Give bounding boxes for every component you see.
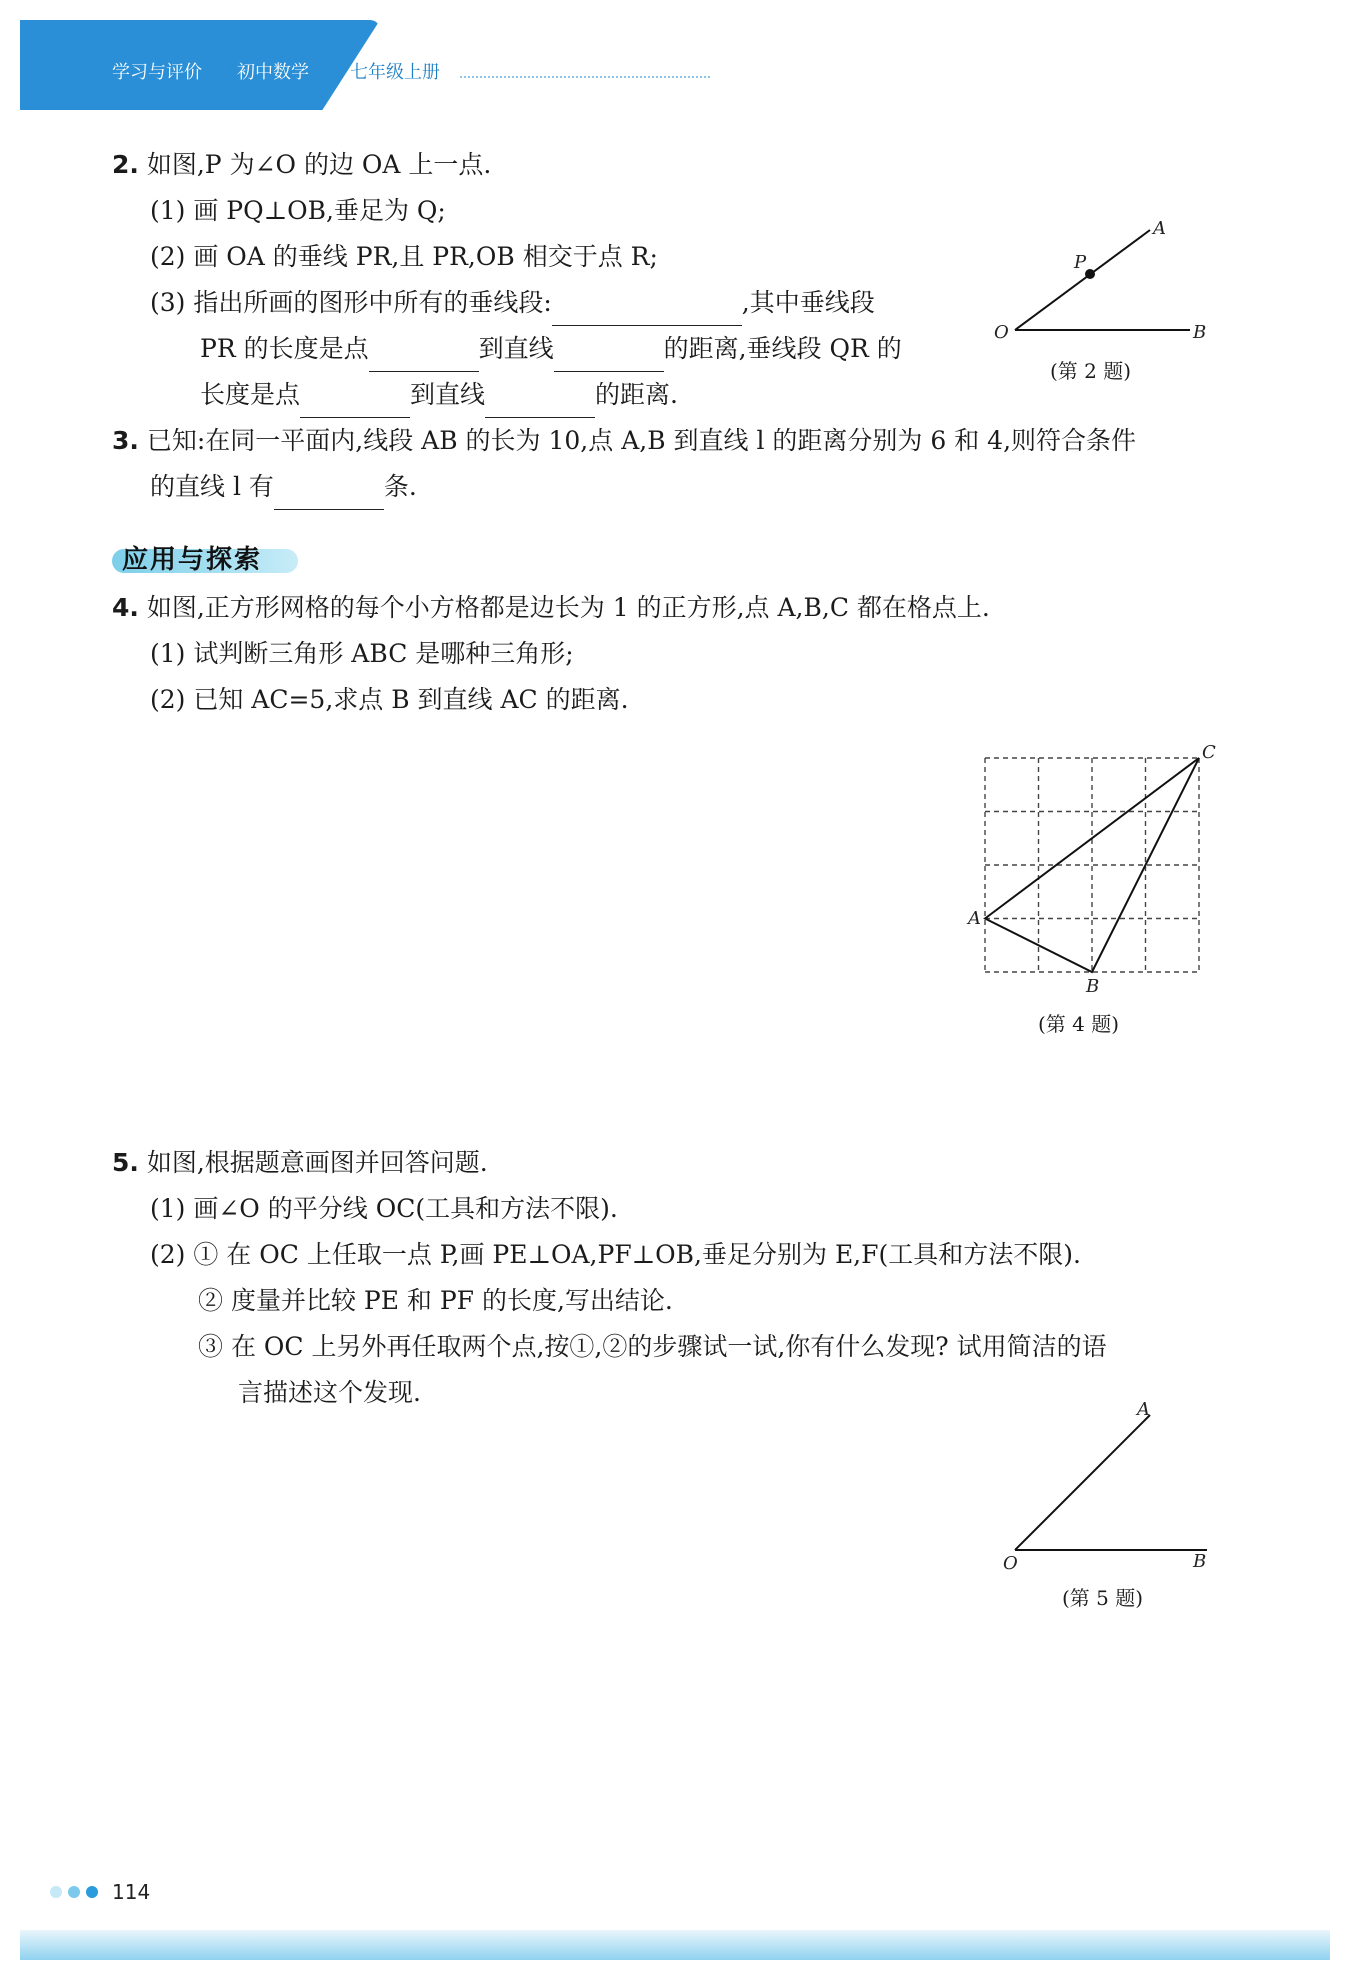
header-subject: 初中数学: [237, 62, 309, 83]
q5-part1: (1) 画∠O 的平分线 OC(工具和方法不限).: [150, 1194, 618, 1223]
q2-blank-point1[interactable]: [369, 341, 479, 372]
q4-grid: [985, 758, 1199, 972]
q2-ray-oa: [1015, 230, 1150, 330]
q5-part2-step3: ③ 在 OC 上另外再任取两个点,按①,②的步骤试一试,你有什么发现? 试用简洁的语: [198, 1332, 1107, 1361]
q2-number: 2.: [112, 150, 139, 179]
q4-label-b: B: [1086, 976, 1100, 997]
q2-stem: 如图,P 为∠O 的边 OA 上一点.: [146, 150, 492, 179]
q2-part3-text: (3) 指出所画的图形中所有的垂线段:: [150, 288, 552, 317]
q4-number: 4.: [112, 593, 139, 622]
q5-ray-oa: [1015, 1415, 1150, 1550]
q2-blank-segments[interactable]: [552, 295, 742, 326]
q5-label-a: A: [1137, 1399, 1150, 1420]
header-dotted-line: [460, 76, 710, 78]
q4-part2: (2) 已知 AC=5,求点 B 到直线 AC 的距离.: [150, 685, 629, 714]
q2-blank-line1[interactable]: [554, 341, 664, 372]
footer-bar: [20, 1930, 1330, 1960]
q5-part2-step3-cont: 言描述这个发现.: [238, 1378, 421, 1407]
page-dot-1: [50, 1886, 62, 1898]
q3-text3: 条.: [383, 472, 417, 501]
q3-text1: 已知:在同一平面内,线段 AB 的长为 10,点 A,B 到直线 l 的距离分别为 6 和 4,则符合条件: [146, 426, 1137, 455]
q2-part3-line1: [150, 280, 875, 326]
q5-figure: [995, 1395, 1235, 1570]
q2-part3-text4: 到直线: [478, 334, 554, 363]
q2-label-b: B: [1193, 322, 1207, 343]
q3-line2: [150, 464, 417, 510]
q5-number: 5.: [112, 1148, 139, 1177]
q2-figure: [980, 210, 1220, 350]
q2-part3-text6: 长度是点: [200, 380, 301, 409]
q3-text2: 的直线 l 有: [150, 472, 274, 501]
q4-label-c: C: [1202, 742, 1216, 763]
q3-line1: [112, 418, 1136, 464]
q2-blank-line2[interactable]: [485, 387, 595, 418]
header-grade: 七年级上册: [350, 62, 440, 83]
section-title: 应用与探索: [122, 545, 263, 575]
q5-part2-step2: ② 度量并比较 PE 和 PF 的长度,写出结论.: [198, 1286, 673, 1315]
q2-part3-line3: [200, 372, 678, 418]
q2-label-o: O: [994, 322, 1009, 343]
q3-number: 3.: [112, 426, 139, 455]
q4-part1: (1) 试判断三角形 ABC 是哪种三角形;: [150, 639, 574, 668]
q2-part3-text3: PR 的长度是点: [200, 334, 369, 363]
q5-stem: 如图,根据题意画图并回答问题.: [146, 1148, 488, 1177]
q2-part3-text2: ,其中垂线段: [741, 288, 875, 317]
q2-part2: (2) 画 OA 的垂线 PR,且 PR,OB 相交于点 R;: [150, 242, 658, 271]
q4-figure: [950, 740, 1230, 1000]
page-dot-2: [68, 1886, 80, 1898]
q4-caption: (第 4 题): [1038, 1012, 1120, 1036]
q2-part3-line2: [200, 326, 902, 372]
q2-point-p: [1085, 269, 1095, 279]
q2-part3-text8: 的距离.: [595, 380, 678, 409]
q5-part2-step1: (2) ① 在 OC 上任取一点 P,画 PE⊥OA,PF⊥OB,垂足分别为 E,F(工具和方法不限).: [150, 1240, 1081, 1269]
page-number: 114: [112, 1880, 151, 1904]
q2-caption: (第 2 题): [1050, 359, 1132, 383]
page-dot-3: [86, 1886, 98, 1898]
q2-blank-point2[interactable]: [300, 387, 410, 418]
q2-label-a: A: [1153, 218, 1166, 239]
q4-stem-line: [112, 585, 990, 631]
q2-label-p: P: [1074, 252, 1087, 273]
q4-label-a: A: [968, 908, 981, 929]
section-tag: [112, 537, 302, 577]
q2-stem-line: [112, 142, 491, 188]
q2-part1: (1) 画 PQ⊥OB,垂足为 Q;: [150, 196, 446, 225]
q2-part3-text7: 到直线: [410, 380, 486, 409]
header-series: 学习与评价: [112, 62, 202, 83]
q2-part3-text5: 的距离,垂线段 QR 的: [663, 334, 902, 363]
q4-stem: 如图,正方形网格的每个小方格都是边长为 1 的正方形,点 A,B,C 都在格点上.: [146, 593, 990, 622]
q5-label-b: B: [1193, 1551, 1207, 1570]
q5-caption: (第 5 题): [1062, 1586, 1144, 1610]
q5-stem-line: [112, 1140, 488, 1186]
q3-blank-count[interactable]: [274, 479, 384, 510]
q5-label-o: O: [1003, 1553, 1018, 1570]
